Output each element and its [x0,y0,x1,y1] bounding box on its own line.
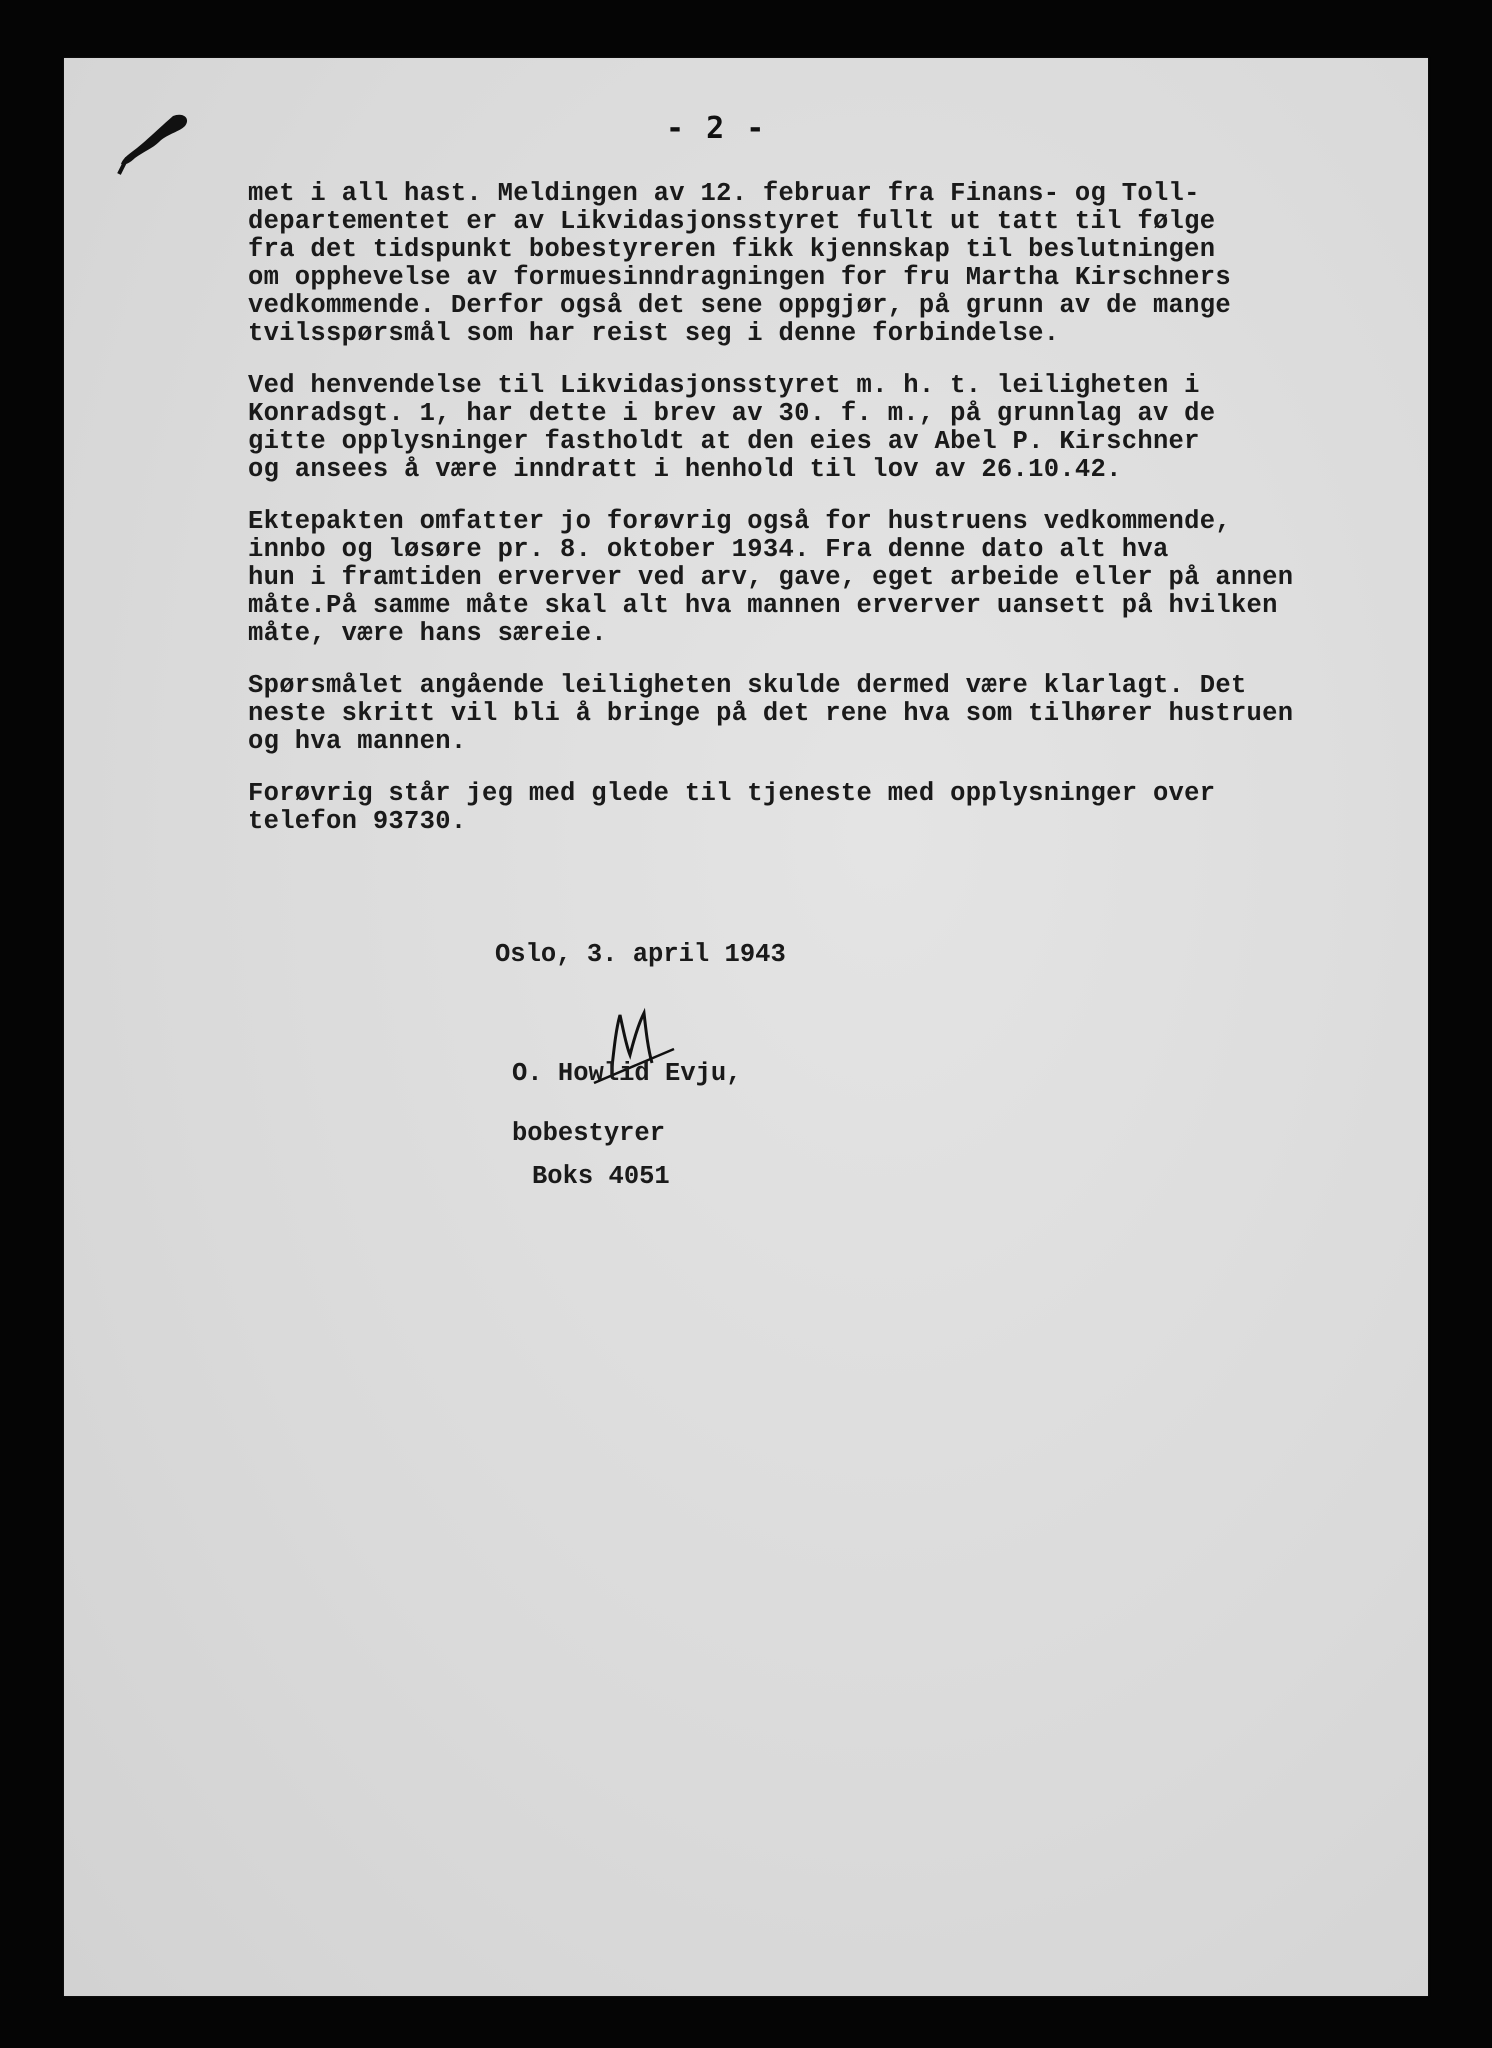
text-line: måte.På samme måte skal alt hva mannen erverver uansett på hvilken [248,591,1278,620]
text-line: neste skritt vil bli å bringe på det rene hva som tilhører hustruen [248,699,1294,728]
paragraph-3 [248,508,1378,648]
text-line: hun i framtiden erverver ved arv, gave, eget arbeide eller på annen [248,563,1294,592]
text-line: gitte opplysninger fastholdt at den eies av Abel P. Kirschner [248,427,1200,456]
text-line: Spørsmålet angående leiligheten skulde dermed være klarlagt. Det [248,671,1247,700]
text-line: telefon 93730. [248,807,467,836]
signer-name: O. Howlid Evju, [512,1059,742,1088]
text-line: Forøvrig står jeg med glede til tjeneste med opplysninger over [248,779,1216,808]
place-date: Oslo, 3. april 1943 [495,940,786,969]
text-line: fra det tidspunkt bobestyreren fikk kjennskap til beslutningen [248,235,1216,264]
ink-mark-icon [113,108,203,178]
paragraph-2 [248,372,1378,484]
text-line: om opphevelse av formuesinndragningen for fru Martha Kirschners [248,263,1231,292]
signer-title: bobestyrer [512,1119,666,1148]
text-line: Konradsgt. 1, har dette i brev av 30. f. m., på grunnlag av de [248,399,1216,428]
paragraph-1 [248,180,1378,348]
text-line: og hva mannen. [248,727,467,756]
text-line: departementet er av Likvidasjonsstyret fullt ut tatt til følge [248,207,1216,236]
signer-box-number: Boks 4051 [532,1162,670,1191]
paragraph-5 [248,780,1378,836]
text-line: Ved henvendelse til Likvidasjonsstyret m. h. t. leiligheten i [248,371,1200,400]
letter-body [248,180,1378,860]
text-line: vedkommende. Derfor også det sene oppgjør, på grunn av de mange [248,291,1231,320]
text-line: innbo og løsøre pr. 8. oktober 1934. Fra denne dato alt hva [248,535,1169,564]
text-line: måte, være hans særeie. [248,619,607,648]
text-line: met i all hast. Meldingen av 12. februar fra Finans- og Toll- [248,179,1200,208]
paragraph-4 [248,672,1378,756]
text-line: Ektepakten omfatter jo forøvrig også for hustruens vedkommende, [248,507,1231,536]
page-number: - 2 - [666,111,767,146]
text-line: og ansees å være inndratt i henhold til lov av 26.10.42. [248,455,1122,484]
text-line: tvilsspørsmål som har reist seg i denne forbindelse. [248,319,1060,348]
